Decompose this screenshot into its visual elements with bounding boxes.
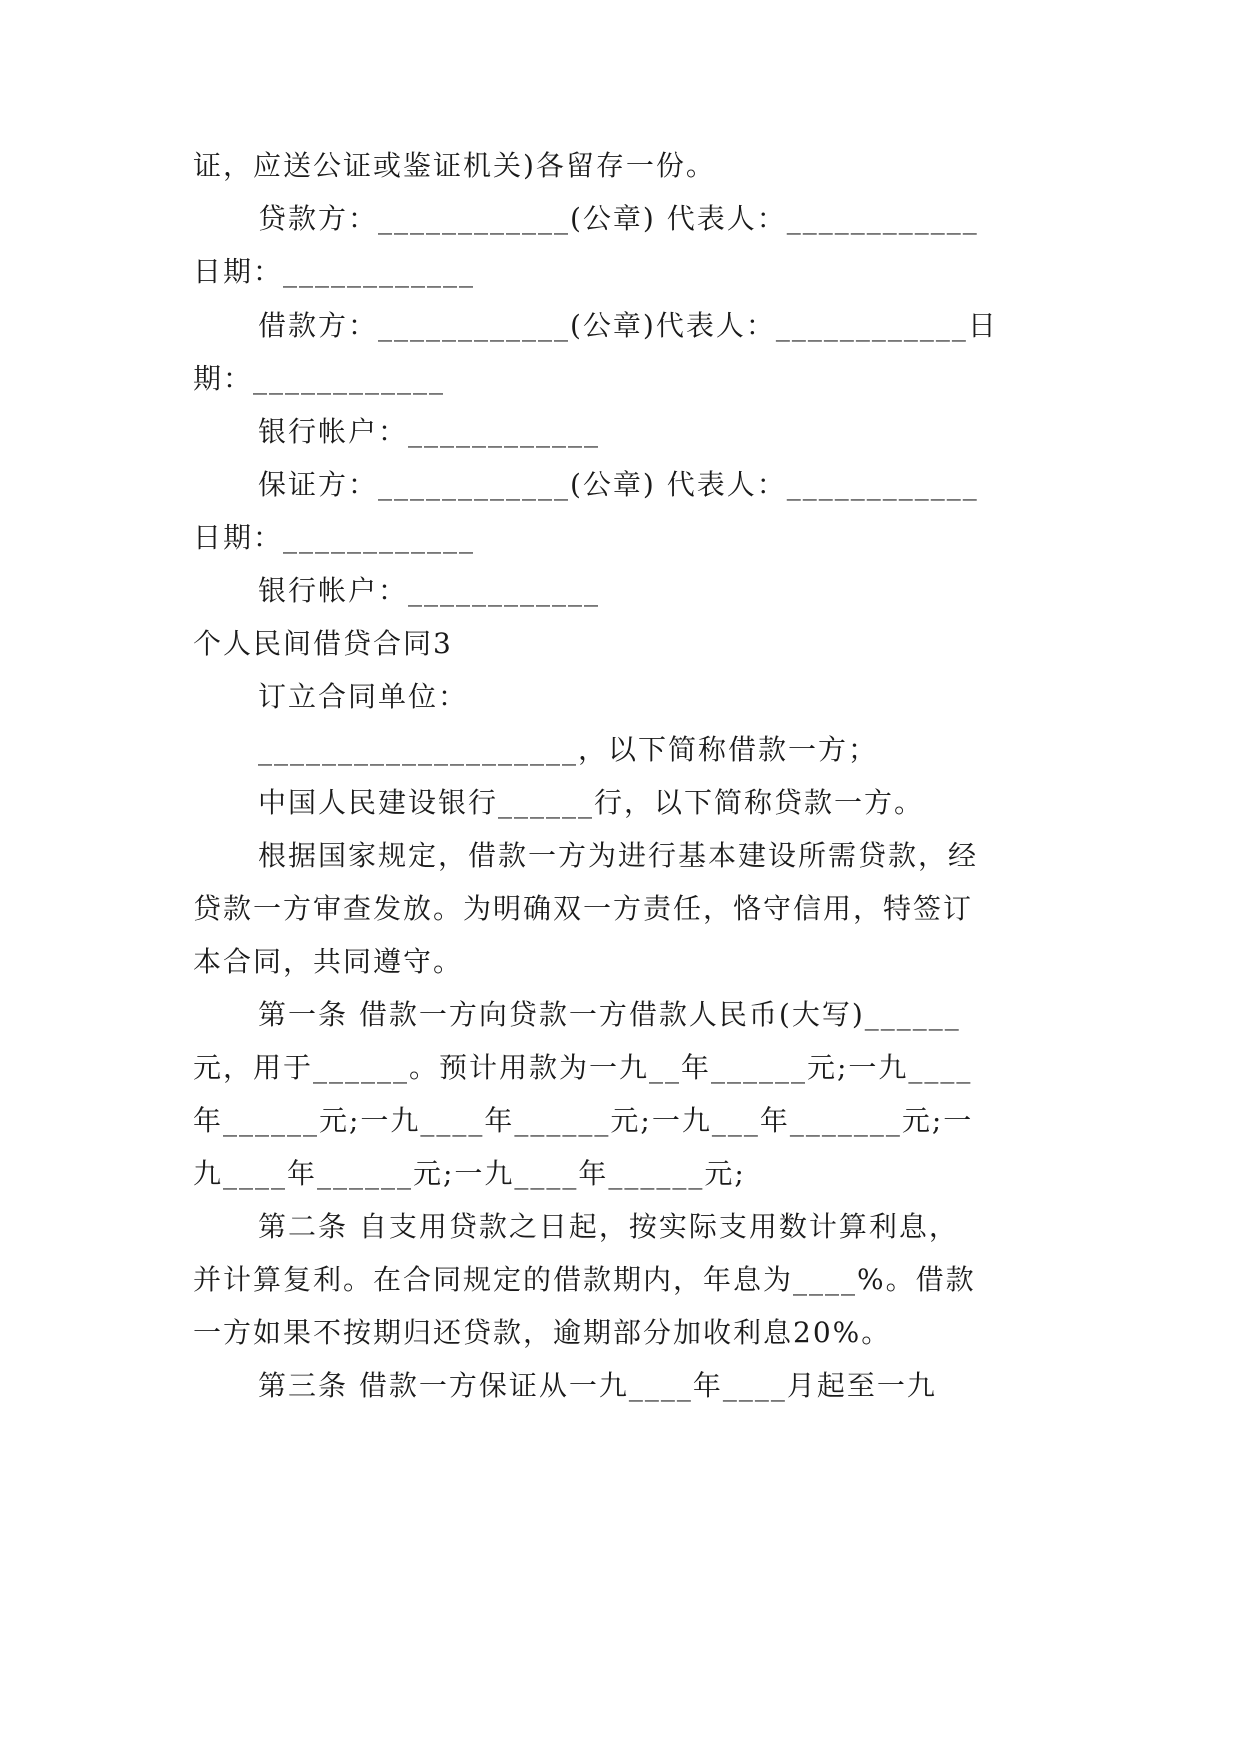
text-line: 日期：____________ (193, 255, 476, 288)
text-line: 第二条 自支用贷款之日起，按实际支用数计算利息， (258, 1210, 959, 1243)
text-line: 银行帐户：____________ (258, 415, 601, 448)
text-line: 并计算复利。在合同规定的借款期内，年息为____%。借款 (193, 1263, 976, 1296)
text-line: 贷款方：____________(公章) 代表人：____________ (258, 202, 979, 235)
text-line: 本合同，共同遵守。 (193, 945, 464, 978)
text-line: 元，用于______。预计用款为一九__年______元;一九____ (193, 1051, 973, 1084)
text-line: 第一条 借款一方向贷款一方借款人民币(大写)______ (258, 998, 961, 1031)
text-line: 保证方：____________(公章) 代表人：____________ (258, 468, 979, 501)
text-line: 银行帐户：____________ (258, 574, 601, 607)
text-line: 期：____________ (193, 362, 446, 395)
text-line: 日期：____________ (193, 521, 476, 554)
text-line: 年______元;一九____年______元;一九___年_______元;一 (193, 1104, 974, 1137)
text-line: 根据国家规定，借款一方为进行基本建设所需贷款，经 (258, 839, 979, 872)
text-line: 中国人民建设银行______行，以下简称贷款一方。 (258, 786, 925, 819)
text-line: 证，应送公证或鉴证机关)各留存一份。 (193, 149, 716, 182)
text-line: 九____年______元;一九____年______元; (193, 1157, 746, 1190)
text-line: 一方如果不按期归还贷款，逾期部分加收利息20%。 (193, 1316, 892, 1349)
section-heading: 个人民间借贷合同3 (193, 627, 453, 660)
text-line: 第三条 借款一方保证从一九____年____月起至一九 (258, 1369, 937, 1402)
text-line: ____________________，以下简称借款一方； (258, 733, 879, 766)
text-line: 订立合同单位： (258, 680, 469, 713)
text-line: 贷款一方审查发放。为明确双一方责任，恪守信用，特签订 (193, 892, 974, 925)
text-line: 借款方：____________(公章)代表人：____________日 (258, 309, 998, 342)
